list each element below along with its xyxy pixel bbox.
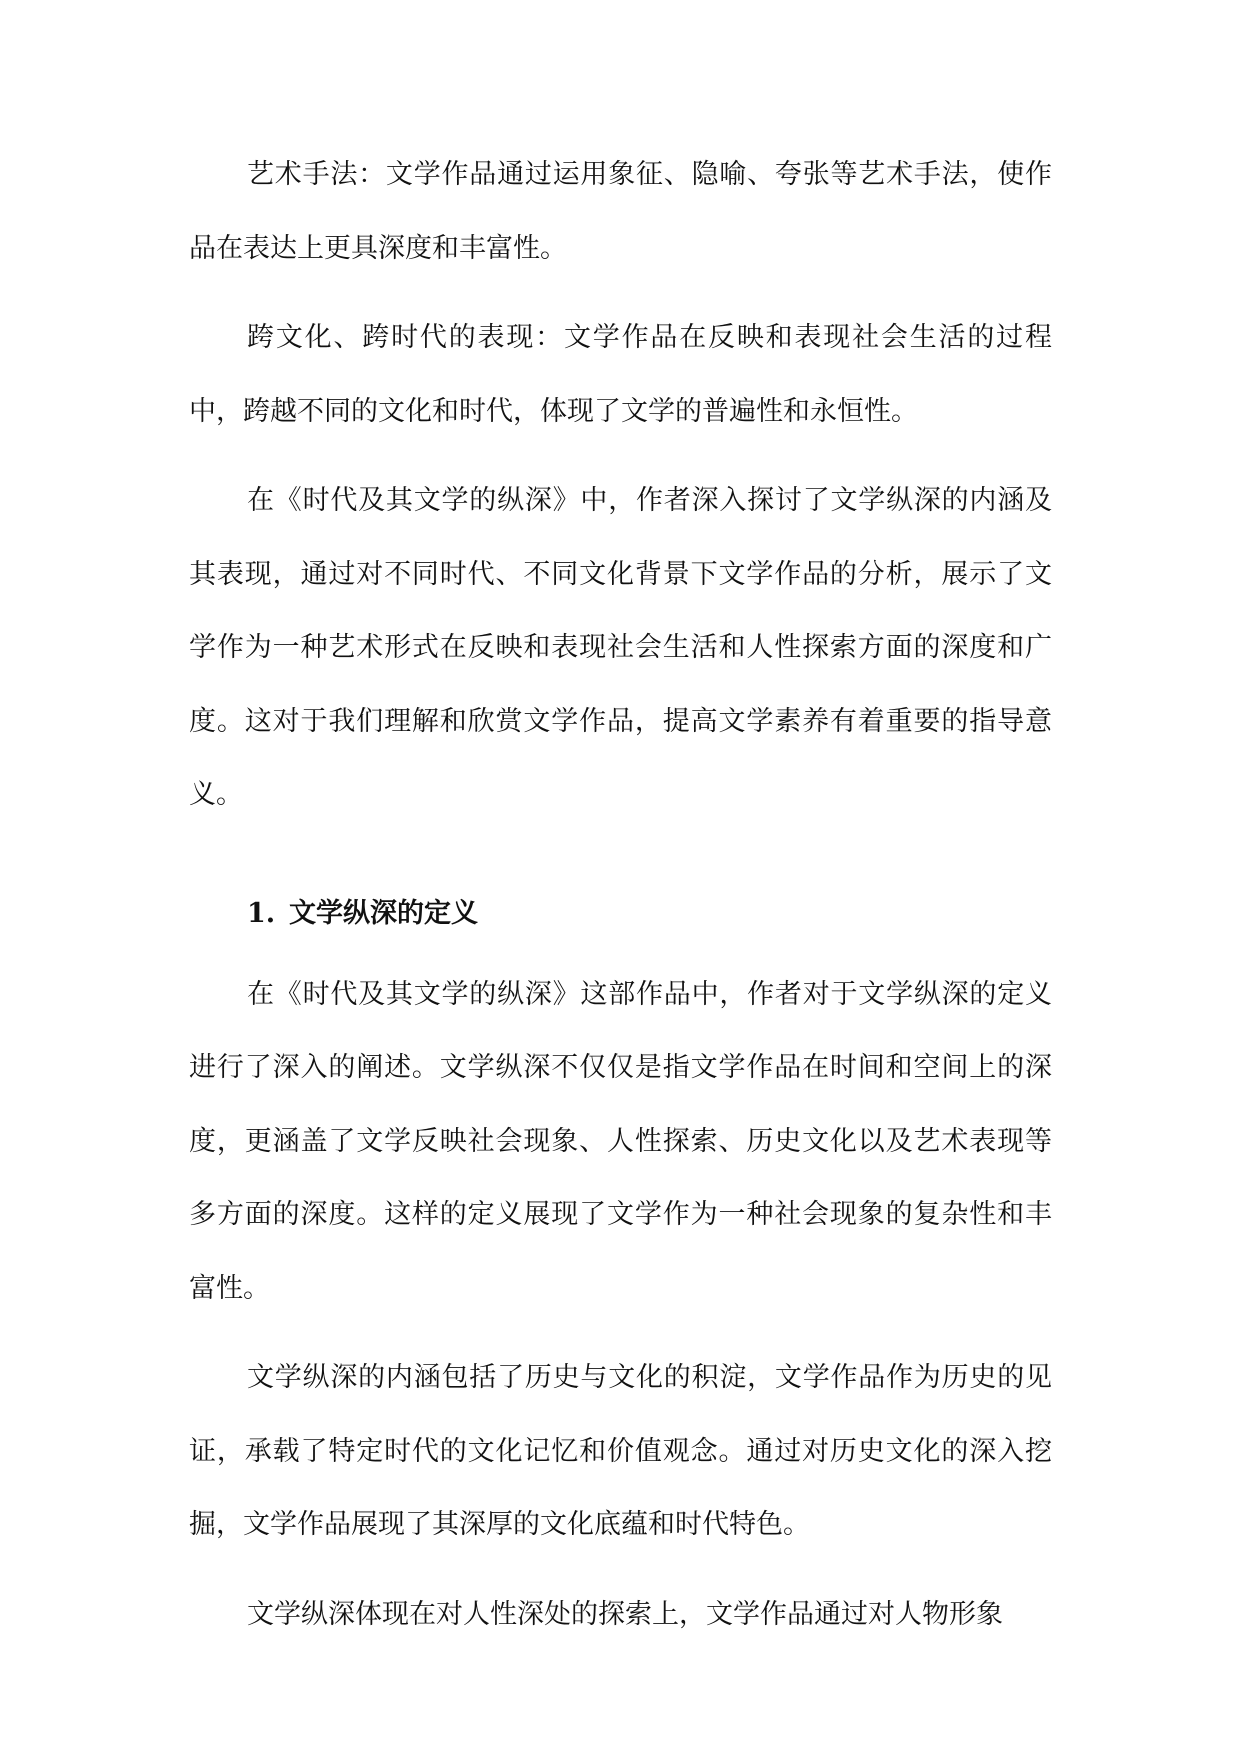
paragraph-art-techniques: 艺术手法：文学作品通过运用象征、隐喻、夸张等艺术手法，使作品在表达上更具深度和丰富性。 [189,159,1052,264]
section-heading [189,884,1052,944]
section-title: 文学纵深的定义 [289,897,478,929]
paragraph-cross-culture: 跨文化、跨时代的表现：文学作品在反映和表现社会生活的过程中，跨越不同的文化和时代，体现了文学的普遍性和永恒性。 [189,322,1052,427]
document-page [189,138,1052,1667]
paragraph-definition: 在《时代及其文学的纵深》这部作品中，作者对于文学纵深的定义进行了深入的阐述。文学纵深不仅仅是指文学作品在时间和空间上的深度，更涵盖了文学反映社会现象、人性探索、历史文化以及艺术表现等多方面的深度。这样的定义展现了文学作为一种社会现象的复杂性和丰富性。 [189,978,1052,1304]
paragraph-human-nature: 文学纵深体现在对人性深处的探索上，文学作品通过对人物形象 [247,1598,1003,1630]
paragraph-history-culture: 文学纵深的内涵包括了历史与文化的积淀，文学作品作为历史的见证，承载了特定时代的文化记忆和价值观念。通过对历史文化的深入挖掘，文学作品展现了其深厚的文化底蕴和时代特色。 [189,1362,1052,1540]
paragraph-summary: 在《时代及其文学的纵深》中，作者深入探讨了文学纵深的内涵及其表现，通过对不同时代、不同文化背景下文学作品的分析，展示了文学作为一种艺术形式在反映和表现社会生活和人性探索方面的深度和广度。这对于我们理解和欣赏文学作品，提高文学素养有着重要的指导意义。 [189,485,1052,810]
section-number: 1. [247,897,276,929]
